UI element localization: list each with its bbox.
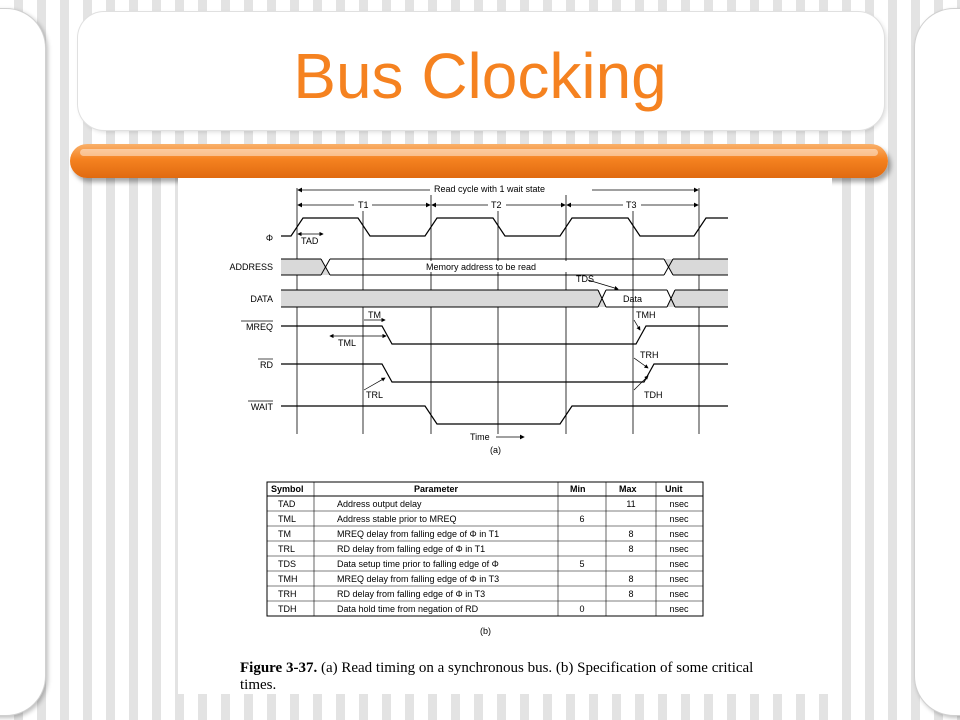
label-tm: TM <box>368 310 381 320</box>
table-cell-parameter: RD delay from falling edge of Φ in T3 <box>337 589 486 599</box>
timing-arrows <box>298 234 648 390</box>
data-label: Data <box>623 294 643 304</box>
table-cell-unit: nsec <box>669 529 689 539</box>
table-header-symbol: Symbol <box>271 484 304 494</box>
table-cell-symbol: TRL <box>278 544 296 554</box>
read-cycle-label: Read cycle with 1 wait state <box>434 184 546 194</box>
timing-figure <box>178 178 832 658</box>
table-cell-symbol: TAD <box>278 499 296 509</box>
signal-label-phi: Φ <box>265 233 273 243</box>
signal-label-mreq: MREQ <box>246 322 273 332</box>
table-cell-max: 8 <box>628 544 634 554</box>
table-header-unit: Unit <box>665 484 683 494</box>
label-tdh: TDH <box>644 390 663 400</box>
table-cell-parameter: Data setup time prior to falling edge of Φ <box>337 559 499 569</box>
caption-text: (a) Read timing on a synchronous bus. (b) Specification of some critical times. <box>240 660 754 693</box>
table-cell-symbol: TDS <box>278 559 296 569</box>
cycle-label-t2: T2 <box>491 200 502 210</box>
table-cell-unit: nsec <box>669 514 689 524</box>
cycle-label-t3: T3 <box>626 200 637 210</box>
table-cell-parameter: RD delay from falling edge of Φ in T1 <box>337 544 486 554</box>
time-label: Time <box>470 432 490 442</box>
table-cell-symbol: TMH <box>278 574 298 584</box>
table-cell-parameter: MREQ delay from falling edge of Φ in T1 <box>337 529 500 539</box>
table-cell-unit: nsec <box>669 499 689 509</box>
table-header-min: Min <box>570 484 586 494</box>
table-cell-symbol: TRH <box>278 589 297 599</box>
table-header-parameter: Parameter <box>414 484 459 494</box>
table-cell-unit: nsec <box>669 589 689 599</box>
table-cell-symbol: TML <box>278 514 296 524</box>
table-cell-parameter: Address stable prior to MREQ <box>337 514 457 524</box>
table-cell-unit: nsec <box>669 604 689 614</box>
label-trh: TRH <box>640 350 659 360</box>
table-cell-unit: nsec <box>669 574 689 584</box>
table-cell-parameter: Data hold time from negation of RD <box>337 604 479 614</box>
figure-caption <box>240 660 760 694</box>
label-tmh: TMH <box>636 310 656 320</box>
table-cell-symbol: TM <box>278 529 291 539</box>
part-a-label: (a) <box>490 445 501 455</box>
slide-title: Bus Clocking <box>293 40 667 112</box>
table-cell-symbol: TDH <box>278 604 297 614</box>
label-tds: TDS <box>576 274 594 284</box>
table-cell-unit: nsec <box>669 559 689 569</box>
label-tad: TAD <box>301 236 319 246</box>
table-cell-min: 6 <box>579 514 585 524</box>
signal-label-data: DATA <box>250 294 273 304</box>
rd-waveform <box>281 364 728 382</box>
signal-label-wait: WAIT <box>250 402 273 412</box>
address-label: Memory address to be read <box>426 262 537 272</box>
table-cell-max: 8 <box>628 589 634 599</box>
wait-waveform <box>281 406 728 424</box>
table-cell-min: 0 <box>579 604 585 614</box>
table-cell-parameter: MREQ delay from falling edge of Φ in T3 <box>337 574 500 584</box>
table-cell-max: 11 <box>626 499 636 509</box>
table-header-max: Max <box>619 484 637 494</box>
cycle-label-t1: T1 <box>358 200 369 210</box>
data-bus <box>281 290 728 307</box>
table-cell-parameter: Address output delay <box>337 499 422 509</box>
signal-label-rd: RD <box>260 360 273 370</box>
table-cell-min: 5 <box>579 559 585 569</box>
signal-label-address: ADDRESS <box>229 262 273 272</box>
label-tml: TML <box>338 338 356 348</box>
table-cell-unit: nsec <box>669 544 689 554</box>
clock-waveform <box>281 218 728 236</box>
caption-figure-number: Figure 3-37. <box>240 660 318 676</box>
label-trl: TRL <box>366 390 384 400</box>
table-cell-max: 8 <box>628 529 634 539</box>
accent-bar <box>70 144 888 178</box>
figure-panel <box>178 178 832 694</box>
part-b-label: (b) <box>480 626 491 636</box>
spec-table <box>267 482 703 616</box>
address-bus <box>281 259 728 275</box>
table-cell-max: 8 <box>628 574 634 584</box>
